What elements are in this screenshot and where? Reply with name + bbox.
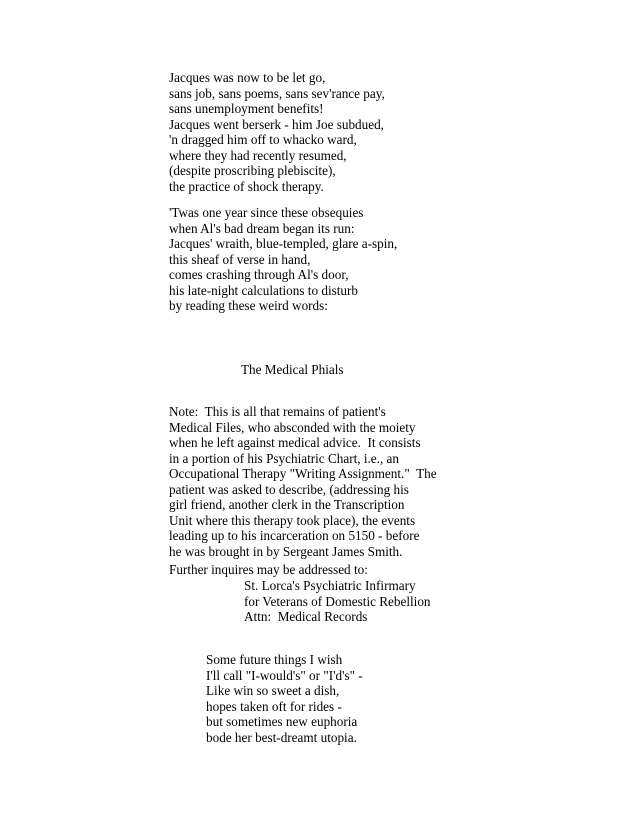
address-line: Attn: Medical Records [244,609,368,624]
address-line: for Veterans of Domestic Rebellion [244,593,431,609]
note-line: Occupational Therapy "Writing Assignment." The [169,466,437,481]
note-line: when he left against medical advice. It consists [169,435,421,450]
stanza-1 [169,70,385,194]
inquiry-text: Further inquires may be addressed to: [169,562,368,577]
section-title-text: The Medical Phials [241,362,344,377]
note-line: in a portion of his Psychiatric Chart, i.e., an [169,450,400,466]
stanza-1-line: (despite proscribing plebiscite), [169,163,336,178]
note-line: Unit where this therapy took place), the events [169,512,416,528]
poem-line: but sometimes new euphoria [206,714,358,729]
poem-line: bode her best-dreamt utopia. [206,729,357,745]
poem-line: Like win so sweet a dish, [206,683,340,698]
stanza-1-line: sans job, sans poems, sans sev'rance pay, [169,85,385,101]
note-paragraph [169,404,437,559]
stanza-1-line: Jacques was now to be let go, [169,70,326,85]
poem-stanza [206,652,363,745]
address-line: St. Lorca's Psychiatric Infirmary [244,578,416,593]
stanza-2-line: when Al's bad dream began its run: [169,220,355,236]
stanza-2 [169,205,397,314]
note-line: Medical Files, who absconded with the moiety [169,419,416,435]
stanza-2-line: Jacques' wraith, blue-templed, glare a-spin, [169,236,398,251]
section-title [241,362,344,378]
mailing-address [244,578,431,625]
note-line: he was brought in by Sergeant James Smith. [169,543,403,559]
note-line: leading up to his incarceration on 5150 - before [169,528,420,543]
stanza-1-line: Jacques went berserk - him Joe subdued, [169,116,384,132]
note-line: patient was asked to describe, (addressing his [169,481,409,497]
inquiry-line [169,562,368,578]
note-line: girl friend, another clerk in the Transcription [169,497,405,512]
stanza-2-line: 'Twas one year since these obsequies [169,205,364,220]
stanza-2-line: by reading these weird words: [169,298,328,313]
stanza-1-line: sans unemployment benefits! [169,101,324,116]
poem-line: I'll call "I-would's" or "I'd's" - [206,667,363,683]
stanza-1-line: 'n dragged him off to whacko ward, [169,132,357,147]
note-line: Note: This is all that remains of patient's [169,404,386,419]
stanza-1-line: where they had recently resumed, [169,147,347,163]
stanza-2-line: his late-night calculations to disturb [169,282,358,298]
poem-line: hopes taken oft for rides - [206,698,342,714]
stanza-2-line: this sheaf of verse in hand, [169,251,311,267]
stanza-2-line: comes crashing through Al's door, [169,267,349,282]
stanza-1-line: the practice of shock therapy. [169,178,324,194]
poem-line: Some future things I wish [206,652,343,667]
